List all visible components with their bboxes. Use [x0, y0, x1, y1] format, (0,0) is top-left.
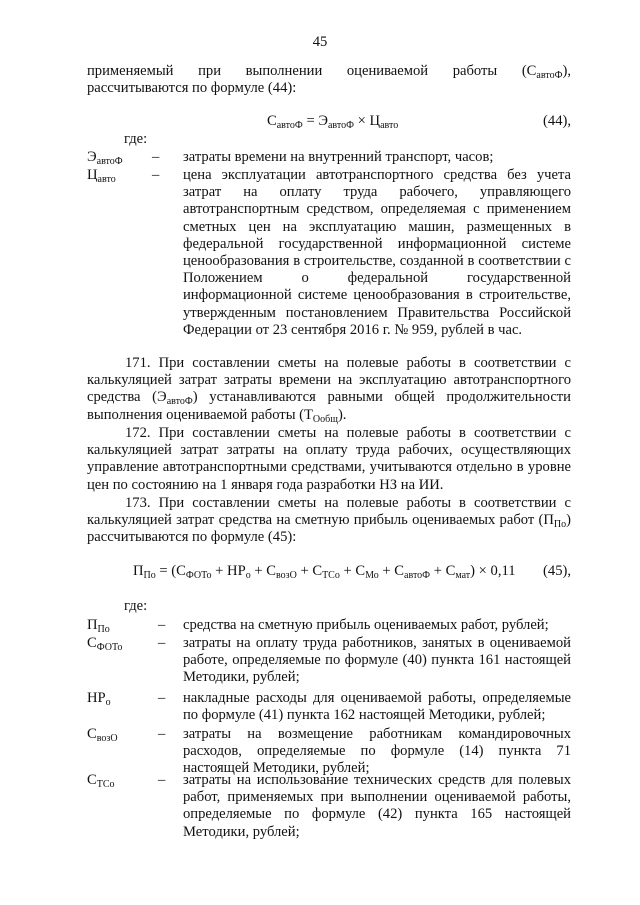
definition-c-tso: $С_{ТСо}$ – затраты на использование технических средств для полевых работ, применяемых при выполнении оцениваемой работы, определяемые по формуле (42) пункта 165 настоящей Методики, рублей;: [87, 772, 571, 840]
definition-nr-o: $НР_о$ – накладные расходы для оцениваемой работы, определяемые по формуле (41) пункта 162 настоящей Методики, рублей;: [87, 690, 571, 724]
intro-subscript: автоФ: [536, 70, 563, 81]
where-label-44: где:: [124, 131, 148, 147]
definition-text: затраты на использование технических средств для полевых работ, применяемых при выполнении оцениваемой работы, определяемые по формуле (42) пункта 165 настоящей Методики, рублей;: [183, 772, 571, 840]
definition-symbol: $П_{По}$: [87, 617, 110, 635]
definition-c-vozo: $С_{возО}$ – затраты на возмещение работникам командировочных расходов, определяемые по формуле (14) пункта 71 настоящей Методики, рублей;: [87, 726, 571, 777]
formula-45-term: П: [133, 563, 144, 579]
formula-44: [87, 113, 571, 131]
where-label-45: где:: [124, 598, 148, 614]
formula-45-term: + С: [250, 563, 276, 579]
formula-45-subscript: По: [143, 570, 156, 581]
intro-text: применяемый при выполнении оцениваемой работы (С: [87, 63, 537, 79]
formula-45-subscript: автоФ: [404, 570, 431, 581]
formula-45-subscript: ФОТо: [185, 570, 212, 581]
definition-symbol: $С_{ТСо}$: [87, 772, 115, 790]
formula-45-number: (45),: [543, 563, 571, 579]
formula-45-subscript: мат: [455, 570, 471, 581]
intro-text-end: ), рассчитываются по формуле (44):: [87, 63, 571, 97]
paragraph-173: 173. При составлении сметы на полевые работы в соответствии с калькуляцией затрат средства на сметную прибыль оцениваемых работ $(П_{По})$ рассчитываются по формуле (45):: [87, 495, 571, 546]
formula-45-term: + С: [296, 563, 323, 579]
definition-text: цена эксплуатации автотранспортного средства без учета затрат на оплату труда рабочего, управляющего автотранспортным средством, определяемая с применением сметных цен на эксплуатацию машин, размещенных в федеральной государственной информационной системе ценообразования в строительстве, созданной в соответствии с Положением о федеральной государственной информационной системе ценообразования в строительстве, утвержденным постановлением Правительства Российской Федерации от 23 сентября 2016 г. № 959, рублей в час.: [183, 167, 571, 338]
definition-symbol: $Ц_{авто}$: [87, 167, 116, 185]
definition-text: средства на сметную прибыль оцениваемых работ, рублей;: [183, 617, 549, 633]
definition-symbol: $С_{возО}$: [87, 726, 118, 744]
definition-symbol: $НР_о$: [87, 690, 111, 708]
definition-c-avto: $Ц_{авто}$ – цена эксплуатации автотранспортного средства без учета затрат на оплату труда рабочего, управляющего автотранспортным средством, определяемая с применением сметных цен на эксплуатацию машин, размещенных в федеральной государственной информационной системе ценообразования в строительстве, созданной в соответствии с Положением о федеральной государственной информационной системе ценообразования в строительстве, утвержденным постановлением Правительства Российской Федерации от 23 сентября 2016 г. № 959, рублей в час.: [87, 167, 571, 338]
formula-45-term: + НР: [211, 563, 246, 579]
definition-text: затраты на возмещение работникам командировочных расходов, определяемые по формуле (14) пункта 71 настоящей Методики, рублей;: [183, 726, 571, 777]
definition-text: накладные расходы для оцениваемой работы, определяемые по формуле (41) пункта 162 настоящей Методики, рублей;: [183, 690, 571, 724]
definition-symbol: $С_{ФОТо}$: [87, 635, 123, 653]
formula-44-expression: $С_{автоФ} = Э_{автоФ} \times Ц_{авто}$: [267, 113, 399, 131]
paragraph-171: 171. При составлении сметы на полевые работы в соответствии с калькуляцией затрат затраты времени на эксплуатацию автотранспортного средства $(Э_{автоФ})$ устанавливаются равными общей продолжительности выполнения оцениваемой работы $(Т_{Ообщ})$.: [87, 355, 571, 425]
paragraph-172: 172. При составлении сметы на полевые работы в соответствии с калькуляцией затрат затраты на оплату труда рабочих, осуществляющих управление автотранспортными средствами, учитываются отдельно в уровне цен по состоянию на 1 января года разработки НЗ на ИИ.: [87, 425, 571, 493]
formula-45-term: ) × 0,11: [470, 563, 516, 579]
formula-45-expression: [133, 563, 516, 580]
definition-c-foto: $С_{ФОТо}$ – затраты на оплату труда работников, занятых в оцениваемой работе, определяемые по формуле (40) пункта 161 настоящей Методики, рублей;: [87, 635, 571, 686]
formula-45-subscript: возО: [275, 570, 297, 581]
definition-symbol: $Э_{автоФ}$: [87, 149, 123, 167]
formula-45-term: + С: [378, 563, 405, 579]
definition-text: затраты времени на внутренний транспорт, часов;: [183, 149, 494, 165]
formula-44-number: (44),: [543, 113, 571, 129]
page-number: 45: [312, 34, 328, 50]
definition-e-avtof: $Э_{автоФ}$ – затраты времени на внутренний транспорт, часов;: [87, 149, 571, 167]
formula-45: [87, 563, 571, 581]
formula-45-subscript: Мо: [365, 570, 379, 581]
formula-45-subscript: о: [245, 570, 251, 581]
formula-45-subscript: ТСо: [322, 570, 340, 581]
definition-p-po: $П_{По}$ – средства на сметную прибыль оцениваемых работ, рублей;: [87, 617, 571, 635]
formula-45-term: + С: [430, 563, 456, 579]
formula-45-term: + С: [339, 563, 366, 579]
definition-text: затраты на оплату труда работников, занятых в оцениваемой работе, определяемые по формуле (40) пункта 161 настоящей Методики, рублей;: [183, 635, 571, 686]
formula-45-term: = (С: [155, 563, 186, 579]
intro-paragraph: [87, 63, 571, 97]
